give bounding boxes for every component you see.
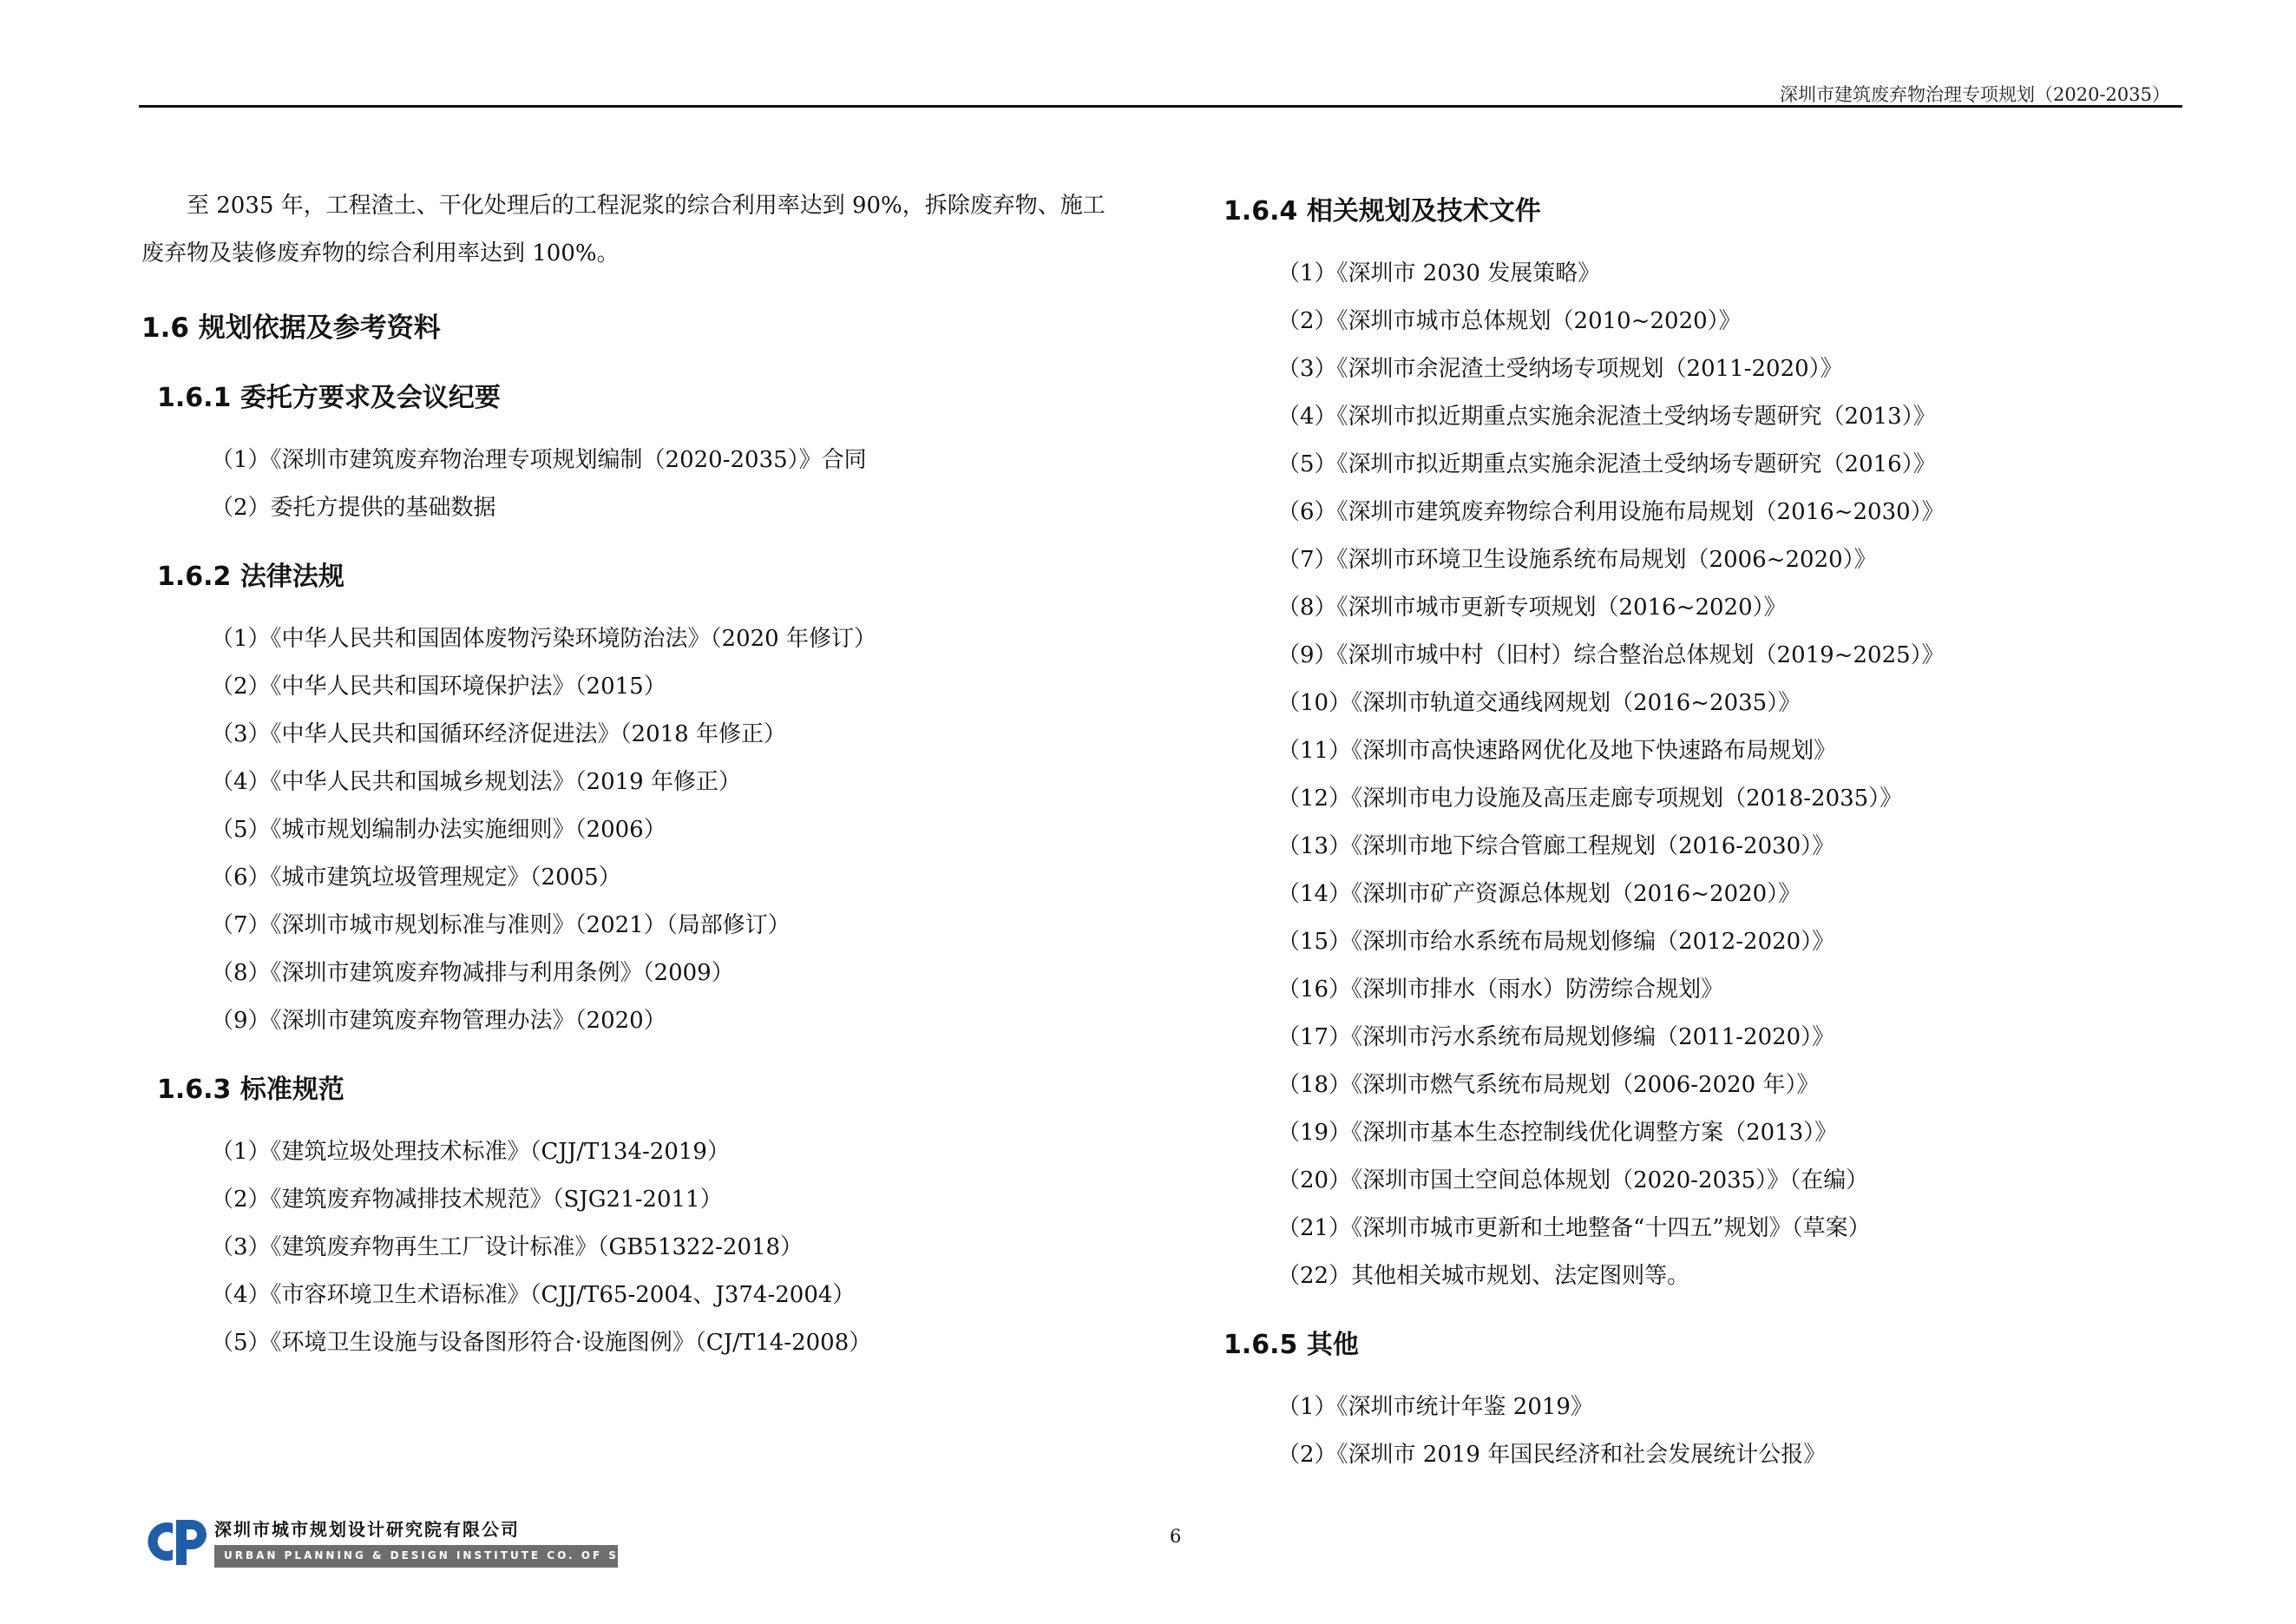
list-item: （19）《深圳市基本生态控制线优化调整方案（2013）》 [1277,1120,1838,1146]
list-item: （4）《深圳市拟近期重点实施余泥渣土受纳场专题研究（2013）》 [1277,404,1936,430]
section-heading-1-6: 1.6 规划依据及参考资料 [141,312,441,344]
list-1-6-5 [1223,1384,2195,1479]
list-item: （1）《深圳市 2030 发展策略》 [1277,260,1601,286]
list-item: （1）《深圳市建筑废弃物治理专项规划编制（2020-2035）》合同 [211,447,867,473]
list-item: （5）《环境卫生设施与设备图形符合·设施图例》（CJ/T14-2008） [211,1330,872,1356]
list-item: （8）《深圳市城市更新专项规划（2016~2020）》 [1277,595,1787,621]
list-item: （13）《深圳市地下综合管廊工程规划（2016-2030）》 [1277,833,1835,859]
list-item: （6）《城市建筑垃圾管理规定》（2005） [211,865,621,891]
footer-company-name-en: URBAN PLANNING & DESIGN INSTITUTE CO. OF SHENZHEN [224,1549,694,1562]
cp-logo-icon [143,1515,213,1568]
list-item: （2）委托方提供的基础数据 [211,495,496,521]
section-heading-1-6-4: 1.6.4 相关规划及技术文件 [1223,196,1541,227]
list-item: （1）《深圳市统计年鉴 2019》 [1277,1394,1593,1420]
list-item: （5）《深圳市拟近期重点实施余泥渣土受纳场专题研究（2016）》 [1277,451,1936,477]
intro-paragraph: 至 2035 年，工程渣土、干化处理后的工程泥浆的综合利用率达到 90%，拆除废弃物、施工废弃物及装修废弃物的综合利用率达到 100%。 [141,193,1105,266]
list-item: （14）《深圳市矿产资源总体规划（2016~2020）》 [1277,881,1801,907]
list-item: （8）《深圳市建筑废弃物减排与利用条例》（2009） [211,960,734,986]
list-1-6-3 [141,1128,1131,1367]
list-item: （10）《深圳市轨道交通线网规划（2016~2035）》 [1277,690,1801,716]
list-item: （4）《中华人民共和国城乡规划法》（2019 年修正） [211,769,741,795]
footer-company-name: 深圳市城市规划设计研究院有限公司 [214,1519,520,1540]
list-item: （20）《深圳市国土空间总体规划（2020-2035）》（在编） [1277,1167,1869,1193]
list-item: （12）《深圳市电力设施及高压走廊专项规划（2018-2035）》 [1277,786,1903,812]
list-item: （1）《建筑垃圾处理技术标准》（CJJ/T134-2019） [211,1139,730,1165]
section-heading-1-6-3: 1.6.3 标准规范 [157,1075,344,1105]
section-heading-1-6-1: 1.6.1 委托方要求及会议纪要 [157,383,501,413]
list-item: （3）《中华人民共和国循环经济促进法》（2018 年修正） [211,721,786,747]
section-heading-1-6-2: 1.6.2 法律法规 [157,562,344,592]
list-item: （9）《深圳市建筑废弃物管理办法》（2020） [211,1008,666,1034]
list-item: （2）《深圳市城市总体规划（2010~2020）》 [1277,308,1742,334]
list-item: （3）《深圳市余泥渣土受纳场专项规划（2011-2020）》 [1277,356,1843,382]
section-heading-1-6-5: 1.6.5 其他 [1223,1330,1359,1360]
page-number: 6 [1170,1526,1182,1547]
list-1-6-1 [141,437,1131,532]
list-item: （5）《城市规划编制办法实施细则》（2006） [211,817,666,843]
list-item: （2）《中华人民共和国环境保护法》（2015） [211,674,666,700]
list-item: （17）《深圳市污水系统布局规划修编（2011-2020）》 [1277,1024,1835,1050]
header-rule [139,105,2182,108]
header-title: 深圳市建筑废弃物治理专项规划（2020-2035） [1780,84,2170,105]
list-1-6-2 [141,615,1131,1045]
list-item: （1）《中华人民共和国固体废物污染环境防治法》（2020 年修订） [211,626,876,652]
list-item: （2）《建筑废弃物减排技术规范》（SJG21-2011） [211,1187,723,1213]
list-item: （7）《深圳市环境卫生设施系统布局规划（2006~2020）》 [1277,547,1877,573]
list-item: （16）《深圳市排水（雨水）防涝综合规划》 [1277,976,1724,1003]
list-item: （15）《深圳市给水系统布局规划修编（2012-2020）》 [1277,929,1835,955]
list-item: （2）《深圳市 2019 年国民经济和社会发展统计公报》 [1277,1442,1827,1468]
list-item: （22）其他相关城市规划、法定图则等。 [1277,1263,1690,1289]
list-item: （4）《市容环境卫生术语标准》（CJJ/T65-2004、J374-2004） [211,1282,856,1308]
list-item: （6）《深圳市建筑废弃物综合利用设施布局规划（2016~2030）》 [1277,499,1945,525]
list-item: （18）《深圳市燃气系统布局规划（2006-2020 年）》 [1277,1072,1820,1098]
right-column [1223,189,2195,1502]
list-item: （7）《深圳市城市规划标准与准则》（2021）（局部修订） [211,912,790,938]
list-item: （9）《深圳市城中村（旧村）综合整治总体规划（2019~2025）》 [1277,642,1945,668]
left-column [141,182,1131,1390]
list-item: （3）《建筑废弃物再生工厂设计标准》（GB51322-2018） [211,1234,804,1260]
list-1-6-4 [1223,250,2195,1300]
list-item: （21）《深圳市城市更新和土地整备“十四五”规划》（草案） [1277,1215,1871,1241]
list-item: （11）《深圳市高快速路网优化及地下快速路布局规划》 [1277,738,1837,764]
